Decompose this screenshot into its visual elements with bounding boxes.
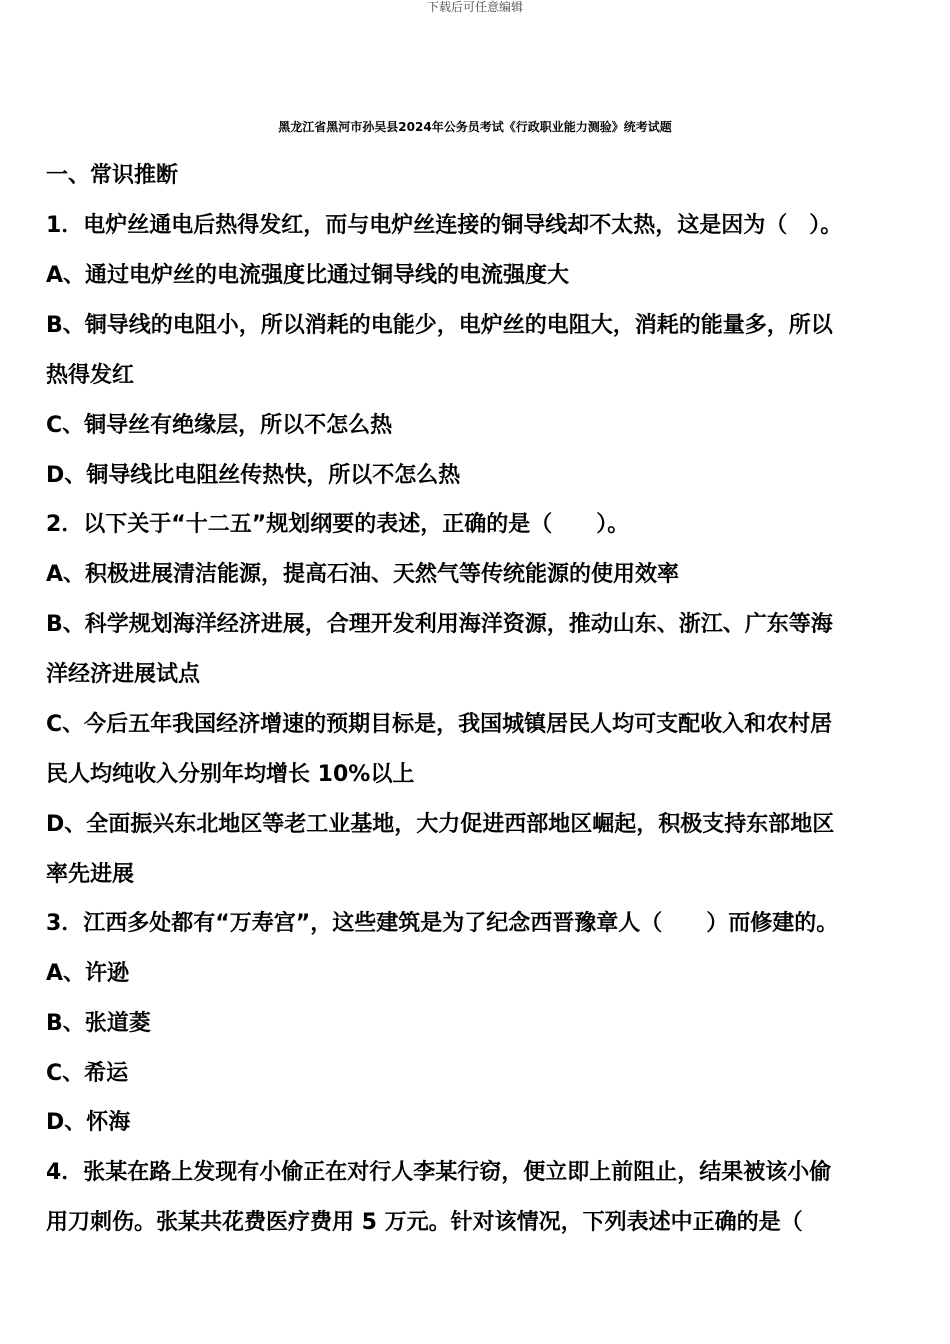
question-3: 3．江西多处都有“万寿宫”，这些建筑是为了纪念西晋豫章人（ ）而修建的。 xyxy=(46,911,839,936)
q1-option-b-cont: 热得发红 xyxy=(46,363,135,388)
document-title: 黑龙江省黑河市孙吴县2024年公务员考试《行政职业能力测验》统考试题 xyxy=(278,120,672,134)
q1-option-d: D、铜导线比电阻丝传热快，所以不怎么热 xyxy=(46,463,461,488)
q3-option-b: B、张道菱 xyxy=(46,1011,151,1036)
header-note: 下载后可任意编辑 xyxy=(426,0,523,14)
q1-option-c: C、铜导丝有绝缘层，所以不怎么热 xyxy=(46,413,393,438)
q3-option-c: C、希运 xyxy=(46,1061,129,1086)
q3-option-d: D、怀海 xyxy=(46,1110,131,1135)
question-1: 1．电炉丝通电后热得发红，而与电炉丝连接的铜导线却不太热，这是因为（ ）。 xyxy=(46,213,843,238)
q2-option-c-cont: 民人均纯收入分别年均增长 10%以上 xyxy=(46,762,415,787)
section-heading: 一、常识推断 xyxy=(46,163,179,188)
q2-option-d-cont: 率先进展 xyxy=(46,862,135,887)
q2-option-b: B、科学规划海洋经济进展，合理开发利用海洋资源，推动山东、浙江、广东等海 xyxy=(46,612,833,637)
q1-option-b: B、铜导线的电阻小，所以消耗的电能少，电炉丝的电阻大，消耗的能量多，所以 xyxy=(46,313,833,338)
question-2: 2．以下关于“十二五”规划纲要的表述，正确的是（ ）。 xyxy=(46,512,630,537)
q2-option-c: C、今后五年我国经济增速的预期目标是，我国城镇居民人均可支配收入和农村居 xyxy=(46,712,833,737)
q2-option-a: A、积极进展清洁能源，提高石油、天然气等传统能源的使用效率 xyxy=(46,562,680,587)
q2-option-b-cont: 洋经济进展试点 xyxy=(46,662,201,687)
q1-option-a: A、通过电炉丝的电流强度比通过铜导线的电流强度大 xyxy=(46,263,570,288)
question-4-cont: 用刀刺伤。张某共花费医疗费用 5 万元。针对该情况，下列表述中正确的是（ xyxy=(46,1210,803,1235)
q2-option-d: D、全面振兴东北地区等老工业基地，大力促进西部地区崛起，积极支持东部地区 xyxy=(46,812,835,837)
q3-option-a: A、许逊 xyxy=(46,961,130,986)
question-4: 4．张某在路上发现有小偷正在对行人李某行窃，便立即上前阻止，结果被该小偷 xyxy=(46,1160,832,1185)
